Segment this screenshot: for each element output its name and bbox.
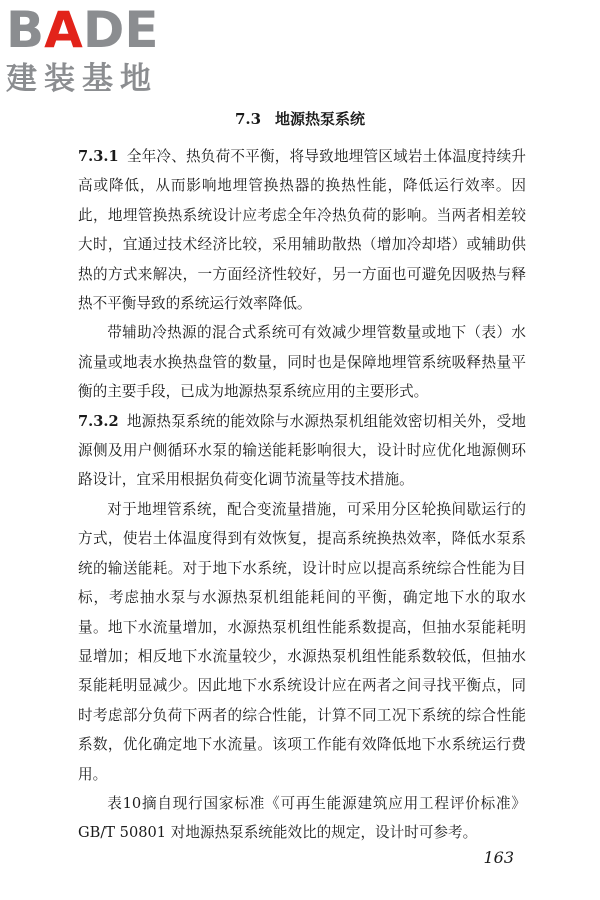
logo-subtitle: 建装基地 [6,61,158,97]
section-number: 7.3 [234,110,262,128]
paragraph-text: 地源热泵系统的能效除与水源热泵机组能效密切相关外，受地源侧及用户侧循环水泵的输送能耗影响很大，设计时应优化地源侧环路设计，宜采用根据负荷变化调节流量等技术措施。 [78,412,526,489]
publisher-logo [6,1,181,97]
section-title [0,108,600,129]
paragraph-text: 全年冷、热负荷不平衡，将导致地埋管区域岩土体温度持续升高或降低，从而影响地埋管换热器的换热性能，降低运行效率。因此，地埋管换热系统设计应考虑全年冷热负荷的影响。当两者相差较大时，宜通过技术经济比较，采用辅助散热（增加冷却塔）或辅助供热的方式来解决，一方面经济性较好，另一方面也可避免因吸热与释热不平衡导致的系统运行效率降低。 [78,148,526,313]
page-number: 163 [483,848,514,867]
clause-number: 7.3.2 [78,412,119,430]
paragraph: 对于地埋管系统，配合变流量措施，可采用分区轮换间歇运行的方式，使岩土体温度得到有效恢复，提高系统换热效率，降低水泵系统的输送能耗。对于地下水系统，设计时应以提高系统综合性能为目标，考虑抽水泵与水源热泵机组能耗间的平衡，确定地下水的取水量。地下水流量增加，水源热泵机组性能系数提高，但抽水泵能耗明显增加；相反地下水流量较少，水源热泵机组性能系数较低，但抽水泵能耗明显减少。因此地下水系统设计应在两者之间寻找平衡点，同时考虑部分负荷下两者的综合性能，计算不同工况下系统的综合性能系数，优化确定地下水流量。该项工作能有效降低地下水系统运行费用。 [78,500,526,783]
body-text [78,142,526,848]
clause-number: 7.3.1 [78,148,119,165]
paragraph: 表10摘自现行国家标准《可再生能源建筑应用工程评价标准》GB/T 50801 对地源热泵系统能效比的规定，设计时可参考。 [78,794,526,842]
clause-paragraph [78,142,526,318]
clause-paragraph [78,407,526,495]
logo-brand-text: BADE [6,1,159,59]
paragraph: 带辅助冷热源的混合式系统可有效减少埋管数量或地下（表）水流量或地表水换热盘管的数量，同时也是保障地埋管系统吸释热量平衡的主要手段，已成为地源热泵系统应用的主要形式。 [78,324,526,401]
section-heading: 地源热泵系统 [275,110,366,128]
